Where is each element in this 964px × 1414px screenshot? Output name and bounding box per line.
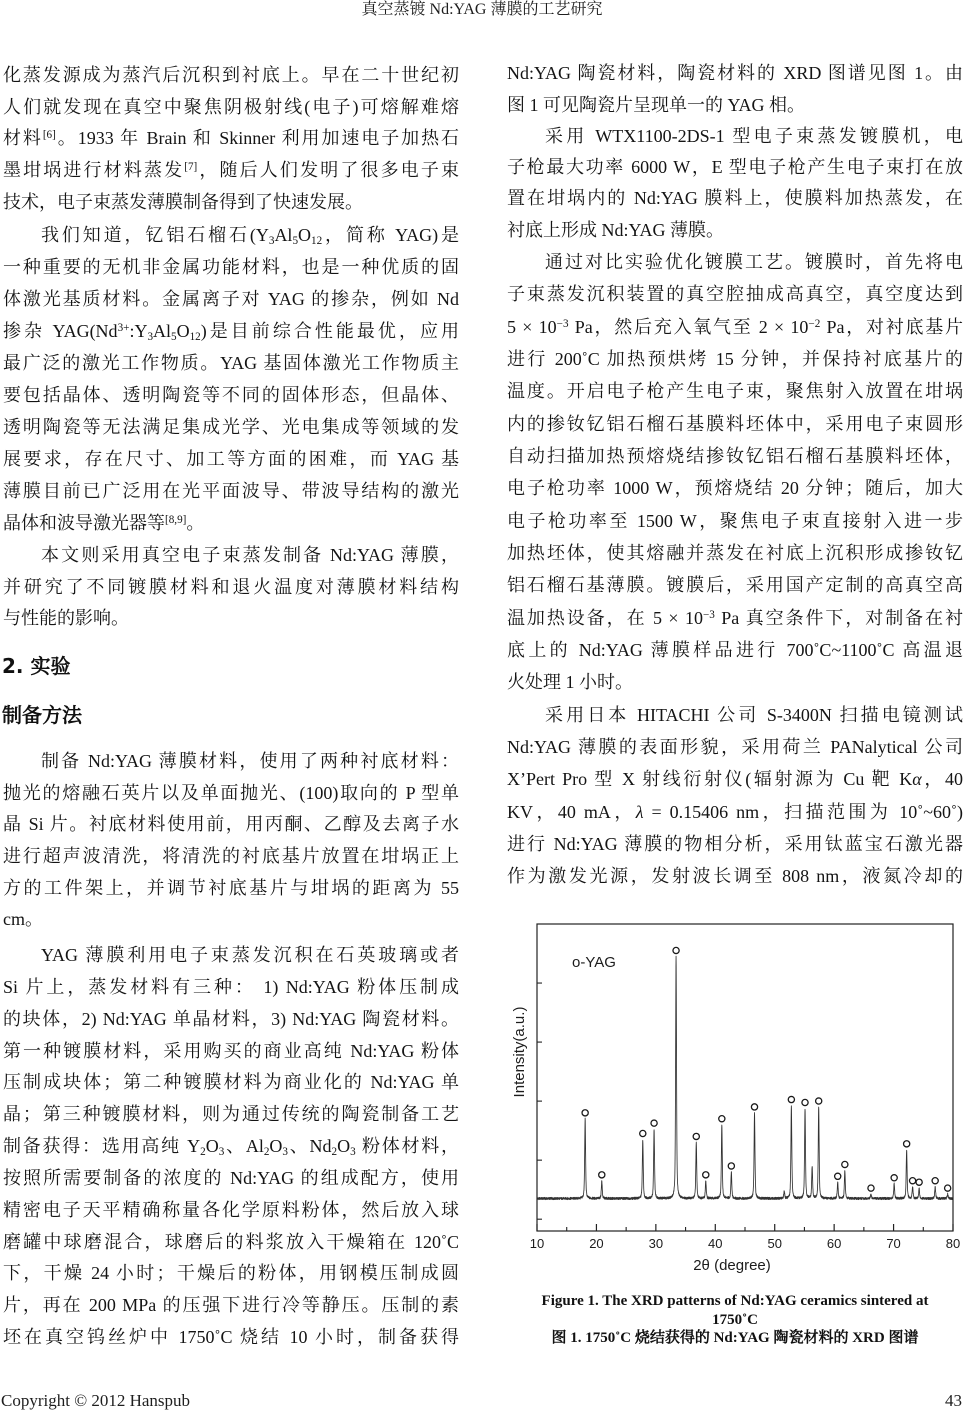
figure-caption-en-continued: 1750˚C (712, 1312, 758, 1328)
paragraph-characterization (507, 699, 963, 892)
paragraph-study-purpose (3, 540, 459, 635)
yag-peak-marker (904, 1141, 910, 1147)
text-line: 薄膜目前已广泛用在光平面波导、带波导结构的激光 (3, 481, 459, 501)
xrd-chart (500, 910, 964, 1280)
subscript: 3 (147, 330, 154, 343)
yag-peak-marker (599, 1172, 605, 1178)
text-line: 采用 WTX1100-2DS-1 型电子束蒸发镀膜机，电 (545, 126, 963, 146)
text-line: 按照所需要制备的浓度的 Nd:YAG 的组成配方，使用 (3, 1167, 459, 1188)
text-line: 本文则采用真空电子束蒸发制备 Nd:YAG 薄膜， (41, 545, 459, 565)
text-line: 通过对比实验优化镀膜工艺。镀膜时，首先将电 (545, 252, 963, 272)
text-line: 电子枪功率 1000 W，预熔烧结 20 分钟；随后，加大 (507, 478, 963, 499)
text-line: 制备获得：选用高纯 $Y_2O_3$、$Al_2O_3$、$Nd_2O_3$ 粉体材料， (3, 1136, 460, 1158)
y-axis-label: Intensity(a.u.) (511, 1006, 528, 1098)
text-line: 进行 200˚C 加热预烘烤 15 分钟，并保持衬底基片的 (507, 349, 963, 370)
subscript: 12 (311, 234, 323, 247)
yag-peak-marker (816, 1098, 822, 1104)
text-line: cm。 (3, 909, 43, 930)
text-line: 第一种镀膜材料，采用购买的商业高纯 Nd:YAG 粉体 (3, 1040, 459, 1061)
text-line: 最广泛的激光工作物质。YAG 基固体激光工作物质主 (3, 353, 459, 373)
text-line: 铝石榴石基薄膜。镀膜后，采用国产定制的高真空高 (507, 575, 963, 596)
text-line: 与性能的影响。 (3, 608, 129, 628)
text-line: 精密电子天平精确称量各化学原料粉体，然后放入球 (3, 1199, 459, 1220)
subscript: 3 (350, 1145, 356, 1158)
subscript: 12 (189, 330, 201, 343)
subscript: 3 (282, 1145, 288, 1158)
text-line: 制备 Nd:YAG 薄膜材料，使用了两种衬底材料： (41, 751, 459, 771)
text-line: 掺杂 $YAG(Nd^{3+}:Y_3Al_5O_{12})$是目前综合性能最优，应用 (3, 321, 459, 343)
yag-peak-marker (751, 1104, 757, 1110)
text-line: 墨坩埚进行材料蒸发[7]，随后人们发明了很多电子束 (3, 160, 460, 181)
figure-caption-zh: 图 1. 1750˚C 烧结获得的 Nd:YAG 陶瓷材料的 XRD 图谱 (551, 1330, 919, 1346)
text-line: 火处理 1 小时。 (507, 672, 633, 693)
text-line: 的块体，2) Nd:YAG 单晶材料，3) Nd:YAG 陶瓷材料。 (3, 1008, 459, 1029)
superscript: −3 (556, 317, 569, 330)
text-line: Nd:YAG 薄膜的表面形貌，采用荷兰 PANalytical 公司 (507, 737, 963, 758)
text-line: 自动扫描加热预熔烧结掺钕钇铝石榴石基膜料坯体， (507, 446, 963, 467)
text-line: 人们就发现在真空中聚焦阴极射线(电子)可熔解难熔 (3, 96, 459, 117)
text-line: 进行 Nd:YAG 薄膜的物相分析，采用钛蓝宝石激光器 (507, 833, 963, 854)
text-line: 化蒸发源成为蒸汽后沉积到衬底上。早在二十世纪初 (3, 65, 459, 85)
text-line: 抛光的熔融石英片以及单面抛光、(100)取向的 P 型单 (3, 782, 459, 803)
text-line: 磨罐中球磨混合，球磨后的料浆放入干燥箱在 120˚C (3, 1231, 459, 1252)
text-line: 透明陶瓷等无法满足集成光学、光电集成等领域的发 (3, 417, 459, 437)
subscript: 2 (331, 1145, 338, 1158)
text-line: X’Pert Pro 型 X 射线衍射仪(辐射源为 Cu 靶 Kα，40 (507, 769, 963, 790)
text-line: 置在坩埚内的 Nd:YAG 膜料上，使膜料加热蒸发，在 (507, 188, 963, 209)
text-line: 体激光基质材料。金属离子对 YAG 的掺杂，例如 Nd (3, 289, 459, 309)
text-line: 子枪最大功率 6000 W，E 型电子枪产生电子束打在放 (507, 157, 963, 178)
yag-peak-marker (945, 1185, 951, 1191)
yag-peak-marker (728, 1163, 734, 1169)
subscript: 5 (171, 330, 177, 343)
x-tick-label: 10 (529, 1236, 545, 1251)
superscript: [7] (184, 160, 198, 173)
text-line: 温度。开启电子枪产生电子束，聚焦射入放置在坩埚 (507, 381, 963, 402)
yag-peak-marker (788, 1096, 794, 1102)
text-line: 子束蒸发沉积装置的真空腔抽成高真空，真空度达到 (507, 284, 963, 305)
figure-caption-en: Figure 1. The XRD patterns of Nd:YAG ceramics sintered at (541, 1293, 929, 1309)
yag-peak-marker (719, 1116, 725, 1122)
paragraph-coating-process (507, 246, 963, 699)
text-line: 作为激发光源，发射波长调至 808 nm，液氮冷却的 (507, 865, 963, 886)
text-line: 展要求，存在尺寸、加工等方面的困难，而 YAG 基 (3, 449, 459, 469)
text-line: 片，再在 200 MPa 的压强下进行冷等静压。压制的素 (3, 1295, 459, 1316)
subscript: 2 (263, 1145, 270, 1158)
yag-peak-marker (916, 1179, 922, 1185)
text-line: 温加热设备，在 $5 \times 10^{-3}$ Pa 真空条件下，对制备在衬 (507, 607, 964, 628)
yag-peak-marker (693, 1133, 699, 1139)
x-tick-label: 20 (589, 1236, 604, 1251)
paragraph-evaporation-history (3, 60, 459, 218)
x-tick-label: 40 (708, 1236, 723, 1251)
yag-peak-marker (842, 1161, 848, 1167)
x-tick-label: 50 (767, 1236, 782, 1251)
text-line: 晶；第三种镀膜材料，则为通过传统的陶瓷制备工艺 (3, 1104, 459, 1125)
paragraph-ceramic-xrd (507, 58, 963, 121)
subscript: 3 (268, 234, 275, 247)
text-line: 晶 Si 片。衬底材料使用前，用丙酮、乙醇及去离子水 (3, 814, 459, 835)
text-line: Nd:YAG 陶瓷材料，陶瓷材料的 XRD 图谱见图 1。由 (507, 63, 963, 83)
text-line: $5 \times 10^{-3}$ Pa，然后充入氧气至 $2 \times 10^{-2}$ Pa，对衬底基片 (507, 316, 964, 337)
yag-peak-marker (673, 947, 679, 953)
italic-symbol: α (912, 769, 922, 790)
x-tick-label: 60 (826, 1236, 842, 1251)
text-line: 我们知道，钇铝石榴石($Y_3Al_5O_{12}$，简称 YAG)是 (41, 225, 459, 247)
superscript: [8,9] (165, 513, 187, 526)
subscript: 3 (218, 1145, 225, 1158)
superscript: 3+ (117, 321, 130, 334)
text-line: 衬底上形成 Nd:YAG 薄膜。 (507, 219, 725, 240)
text-line: 技术，电子束蒸发薄膜制备得到了快速发展。 (3, 191, 363, 212)
running-title: 真空蒸镀 Nd:YAG 薄膜的工艺研究 (361, 1, 603, 18)
yag-peak-marker (891, 1175, 897, 1181)
yag-peak-marker (640, 1130, 646, 1136)
text-line: 图 1 可见陶瓷片呈现单一的 YAG 相。 (507, 94, 806, 115)
yag-peak-marker (868, 1185, 874, 1191)
text-line: 底上的 Nd:YAG 薄膜样品进行 700˚C~1100˚C 高温退 (507, 640, 963, 661)
paragraph-evaporation-materials (3, 940, 459, 1354)
text-line: 采用日本 HITACHI 公司 S-3400N 扫描电镜测试 (545, 705, 963, 725)
yag-peak-marker (909, 1178, 915, 1184)
text-line: 方的工件架上，并调节衬底基片与坩埚的距离为 55 (3, 877, 459, 898)
x-tick-label: 70 (886, 1236, 901, 1251)
text-line: 晶体和波导激光器等[8,9]。 (3, 513, 205, 533)
yag-peak-marker (835, 1173, 841, 1179)
copyright-notice: Copyright © 2012 Hanspub (1, 1391, 191, 1410)
text-line: 加热坯体，使其熔融并蒸发在衬底上沉积形成掺钕钇 (507, 543, 963, 564)
text-line: 内的掺钕钇铝石榴石基膜料坯体中，采用电子束圆形 (507, 413, 963, 434)
subscript: 5 (292, 234, 299, 247)
paragraph-substrates (3, 746, 459, 936)
text-line: KV，40 mA，λ = 0.15406 nm，扫描范围为 10˚~60˚) (507, 801, 964, 822)
paragraph-coating-machine (507, 121, 963, 246)
italic-symbol: λ (635, 801, 644, 822)
yag-peak-marker (802, 1099, 808, 1105)
section-heading: 2. 实验 (2, 654, 71, 678)
text-line: 并研究了不同镀膜材料和退火温度对薄膜材料结构 (3, 576, 459, 597)
x-tick-label: 30 (648, 1236, 664, 1251)
yag-peak-marker (703, 1172, 709, 1178)
page-number: 43 (945, 1391, 962, 1410)
subsection-heading: 制备方法 (2, 703, 82, 727)
yag-peak-marker (582, 1110, 588, 1116)
text-line: 坯在真空钨丝炉中 1750˚C 烧结 10 小时，制备获得 (3, 1327, 459, 1348)
text-line: YAG 薄膜利用电子束蒸发沉积在石英玻璃或者 (41, 945, 459, 965)
text-line: 要包括晶体、透明陶瓷等不同的固体形态，但晶体、 (3, 385, 459, 405)
yag-peak-marker (932, 1178, 938, 1184)
text-line: 电子枪功率至 1500 W，聚焦电子束直接射入进一步 (507, 510, 963, 531)
subscript: 2 (200, 1145, 206, 1158)
x-axis-label: 2θ (degree) (693, 1257, 771, 1274)
text-line: 材料[6]。1933 年 Brain 和 Skinner 利用加速电子加热石 (3, 128, 460, 149)
superscript: −2 (808, 317, 821, 330)
legend-yag: o-YAG (572, 954, 616, 971)
paragraph-yag-intro (3, 219, 459, 539)
text-line: 下，干燥 24 小时；干燥后的粉体，用钢模压制成圆 (3, 1263, 459, 1284)
superscript: −3 (702, 608, 715, 621)
yag-peak-marker (651, 1120, 657, 1126)
text-line: Si 片上，蒸发材料有三种： 1) Nd:YAG 粉体压制成 (3, 976, 459, 997)
superscript: [6] (42, 129, 56, 142)
text-line: 一种重要的无机非金属功能材料，也是一种优质的固 (3, 257, 459, 277)
xrd-pattern-line (537, 956, 953, 1200)
text-line: 进行超声波清洗，将清洗的衬底基片放置在坩埚正上 (3, 846, 459, 867)
x-tick-label: 80 (945, 1236, 961, 1251)
text-line: 压制成块体；第二种镀膜材料为商业化的 Nd:YAG 单 (3, 1072, 459, 1093)
